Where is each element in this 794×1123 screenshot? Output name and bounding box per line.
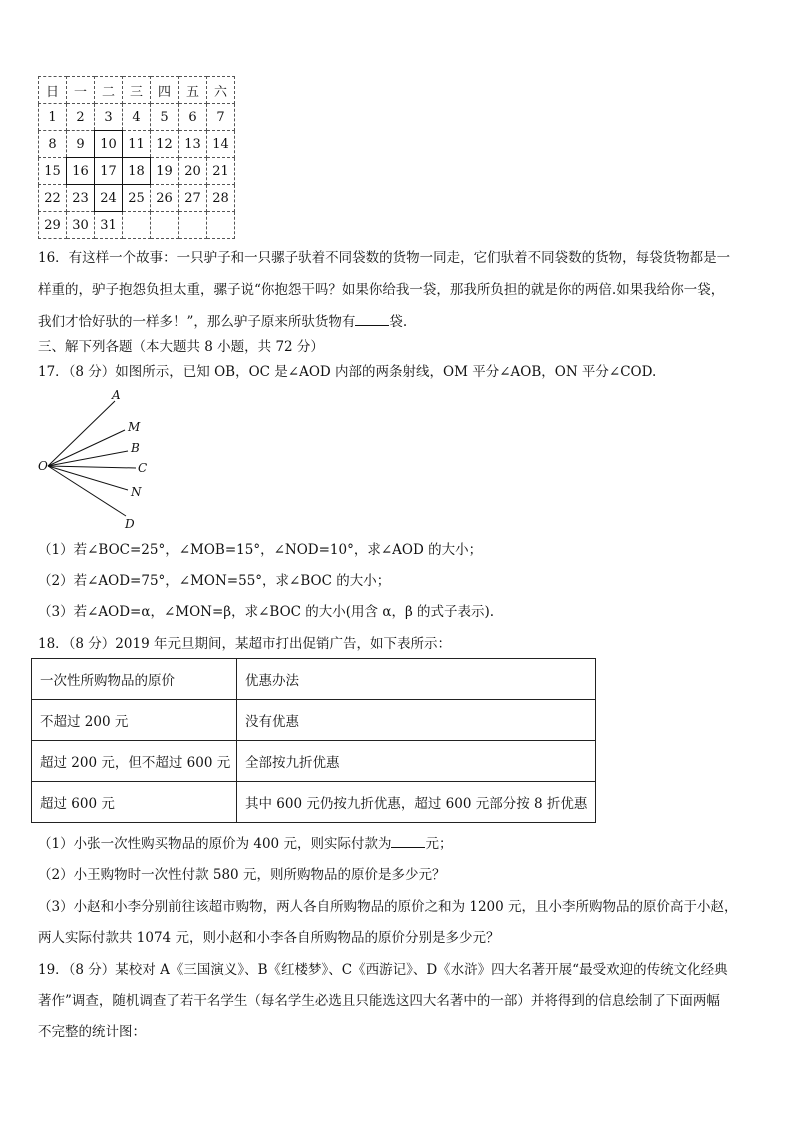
calendar-cell: 4 xyxy=(123,104,151,131)
q18-part-2: （2）小王购物时一次性付款 580 元，则所购物品的原价是多少元？ xyxy=(38,867,446,883)
calendar-cell: 28 xyxy=(207,185,235,212)
table-cell: 一次性所购物品的原价 xyxy=(32,659,237,700)
calendar-row xyxy=(39,158,235,185)
q18-part-3-line-1: （3）小赵和小李分别前往该超市购物，两人各自所购物品的原价之和为 1200 元，且小李所购物品的原价高于小赵， xyxy=(38,899,738,915)
calendar-header-cell: 日 xyxy=(39,77,67,104)
q17-stem: 17．（8 分）如图所示，已知 OB，OC 是∠AOD 内部的两条射线，OM 平分∠AOB，ON 平分∠COD. xyxy=(38,364,657,380)
calendar-cell: 17 xyxy=(95,158,123,185)
calendar-cell: 22 xyxy=(39,185,67,212)
ray-od xyxy=(48,466,126,516)
calendar-cell: 31 xyxy=(95,212,123,239)
q19-line-1: 19．（8 分）某校对 A《三国演义》、B《红楼梦》、C《西游记》、D《水浒》四大名著开展“最受欢迎的传统文化经典 xyxy=(38,962,728,978)
q18-part-1 xyxy=(38,833,452,854)
table-row xyxy=(32,659,596,700)
q17-part-1: （1）若∠BOC=25°，∠MOB=15°，∠NOD=10°，求∠AOD 的大小； xyxy=(38,542,483,558)
q18-part-3-line-2: 两人实际付款共 1074 元，则小赵和小李各自所购物品的原价分别是多少元？ xyxy=(38,930,500,946)
q18-stem: 18．（8 分）2019 年元旦期间，某超市打出促销广告，如下表所示： xyxy=(38,636,451,652)
table-row xyxy=(32,741,596,782)
calendar-cell: 12 xyxy=(151,131,179,158)
calendar-cell: 2 xyxy=(67,104,95,131)
table-cell: 其中 600 元仍按九折优惠，超过 600 元部分按 8 折优惠 xyxy=(237,782,596,823)
q16-line-3-suffix: 袋. xyxy=(389,314,408,330)
calendar-header-cell: 五 xyxy=(179,77,207,104)
calendar-cell: 26 xyxy=(151,185,179,212)
table-cell: 没有优惠 xyxy=(237,700,596,741)
label-c: C xyxy=(138,461,148,475)
calendar-header-cell: 一 xyxy=(67,77,95,104)
calendar-cell: 6 xyxy=(179,104,207,131)
angle-figure xyxy=(30,385,170,535)
calendar-cell-boxed: 16 xyxy=(67,158,95,185)
table-cell: 超过 600 元 xyxy=(32,782,237,823)
ray-oa xyxy=(48,401,115,466)
calendar-cell: 20 xyxy=(179,158,207,185)
calendar-row xyxy=(39,212,235,239)
calendar-cell: 1 xyxy=(39,104,67,131)
calendar-cell xyxy=(179,212,207,239)
calendar-cell xyxy=(151,212,179,239)
calendar-header-cell: 四 xyxy=(151,77,179,104)
calendar-row xyxy=(39,131,235,158)
q18-part-1-text: （1）小张一次性购买物品的原价为 400 元，则实际付款为 xyxy=(38,836,392,852)
label-n: N xyxy=(131,485,142,499)
ray-oc xyxy=(48,466,136,468)
q16-line-2: 样重的，驴子抱怨负担太重，骡子说“你抱怨干吗？如果你给我一袋，那我所负担的就是你的两倍.如果我给你一袋， xyxy=(38,282,725,298)
calendar-header-cell: 三 xyxy=(123,77,151,104)
q18-part-1-suffix: 元； xyxy=(425,836,453,852)
promotion-table xyxy=(31,658,596,823)
calendar-cell: 30 xyxy=(67,212,95,239)
calendar-cell: 13 xyxy=(179,131,207,158)
calendar-cell: 11 xyxy=(123,131,151,158)
calendar-header-row xyxy=(39,77,235,104)
calendar-header-cell: 六 xyxy=(207,77,235,104)
ray-om xyxy=(48,430,125,466)
calendar-cell-boxed: 24 xyxy=(95,185,123,212)
label-m: M xyxy=(128,420,141,434)
calendar-cell xyxy=(123,212,151,239)
calendar-cell: 3 xyxy=(95,104,123,131)
q16-line-1: 16．有这样一个故事：一只驴子和一只骡子驮着不同袋数的货物一同走，它们驮着不同袋数的货物，每袋货物都是一 xyxy=(38,250,731,266)
ray-on xyxy=(48,466,128,490)
calendar-cell: 23 xyxy=(67,185,95,212)
table-cell: 超过 200 元，但不超过 600 元 xyxy=(32,741,237,782)
calendar-cell: 27 xyxy=(179,185,207,212)
table-cell: 优惠办法 xyxy=(237,659,596,700)
calendar-cell: 14 xyxy=(207,131,235,158)
table-row xyxy=(32,782,596,823)
calendar-row xyxy=(39,104,235,131)
q19-line-2: 著作”调查，随机调查了若干名学生（每名学生必选且只能选这四大名著中的一部）并将得到的信息绘制了下面两幅 xyxy=(38,993,720,1009)
section-heading: 三、解下列各题（本大题共 8 小题，共 72 分） xyxy=(38,339,324,355)
calendar-cell: 19 xyxy=(151,158,179,185)
label-o: O xyxy=(38,459,48,473)
calendar-cell-boxed: 10 xyxy=(95,131,123,158)
calendar-cell: 5 xyxy=(151,104,179,131)
calendar-cell: 15 xyxy=(39,158,67,185)
calendar-cell: 8 xyxy=(39,131,67,158)
calendar-header-cell: 二 xyxy=(95,77,123,104)
label-b: B xyxy=(131,441,140,455)
q17-part-3: （3）若∠AOD=α，∠MON=β，求∠BOC 的大小(用含 α，β 的式子表示). xyxy=(38,604,495,620)
calendar-cell: 7 xyxy=(207,104,235,131)
label-a: A xyxy=(112,388,121,402)
calendar-cell-boxed: 18 xyxy=(123,158,151,185)
label-d: D xyxy=(125,517,135,531)
answer-blank xyxy=(355,311,389,326)
calendar-cell xyxy=(207,212,235,239)
ray-ob xyxy=(48,451,128,466)
q16-line-3-text: 我们才恰好驮的一样多！”，那么驴子原来所驮货物有 xyxy=(38,314,356,330)
calendar-cell: 9 xyxy=(67,131,95,158)
calendar-row xyxy=(39,185,235,212)
calendar-cell: 25 xyxy=(123,185,151,212)
calendar-table xyxy=(38,76,235,239)
table-cell: 不超过 200 元 xyxy=(32,700,237,741)
q17-part-2: （2）若∠AOD=75°，∠MON=55°，求∠BOC 的大小； xyxy=(38,573,391,589)
answer-blank xyxy=(391,833,425,848)
table-row xyxy=(32,700,596,741)
table-cell: 全部按九折优惠 xyxy=(237,741,596,782)
q16-line-3 xyxy=(38,311,407,332)
q19-line-3: 不完整的统计图： xyxy=(38,1024,146,1040)
calendar-cell: 29 xyxy=(39,212,67,239)
calendar-cell: 21 xyxy=(207,158,235,185)
